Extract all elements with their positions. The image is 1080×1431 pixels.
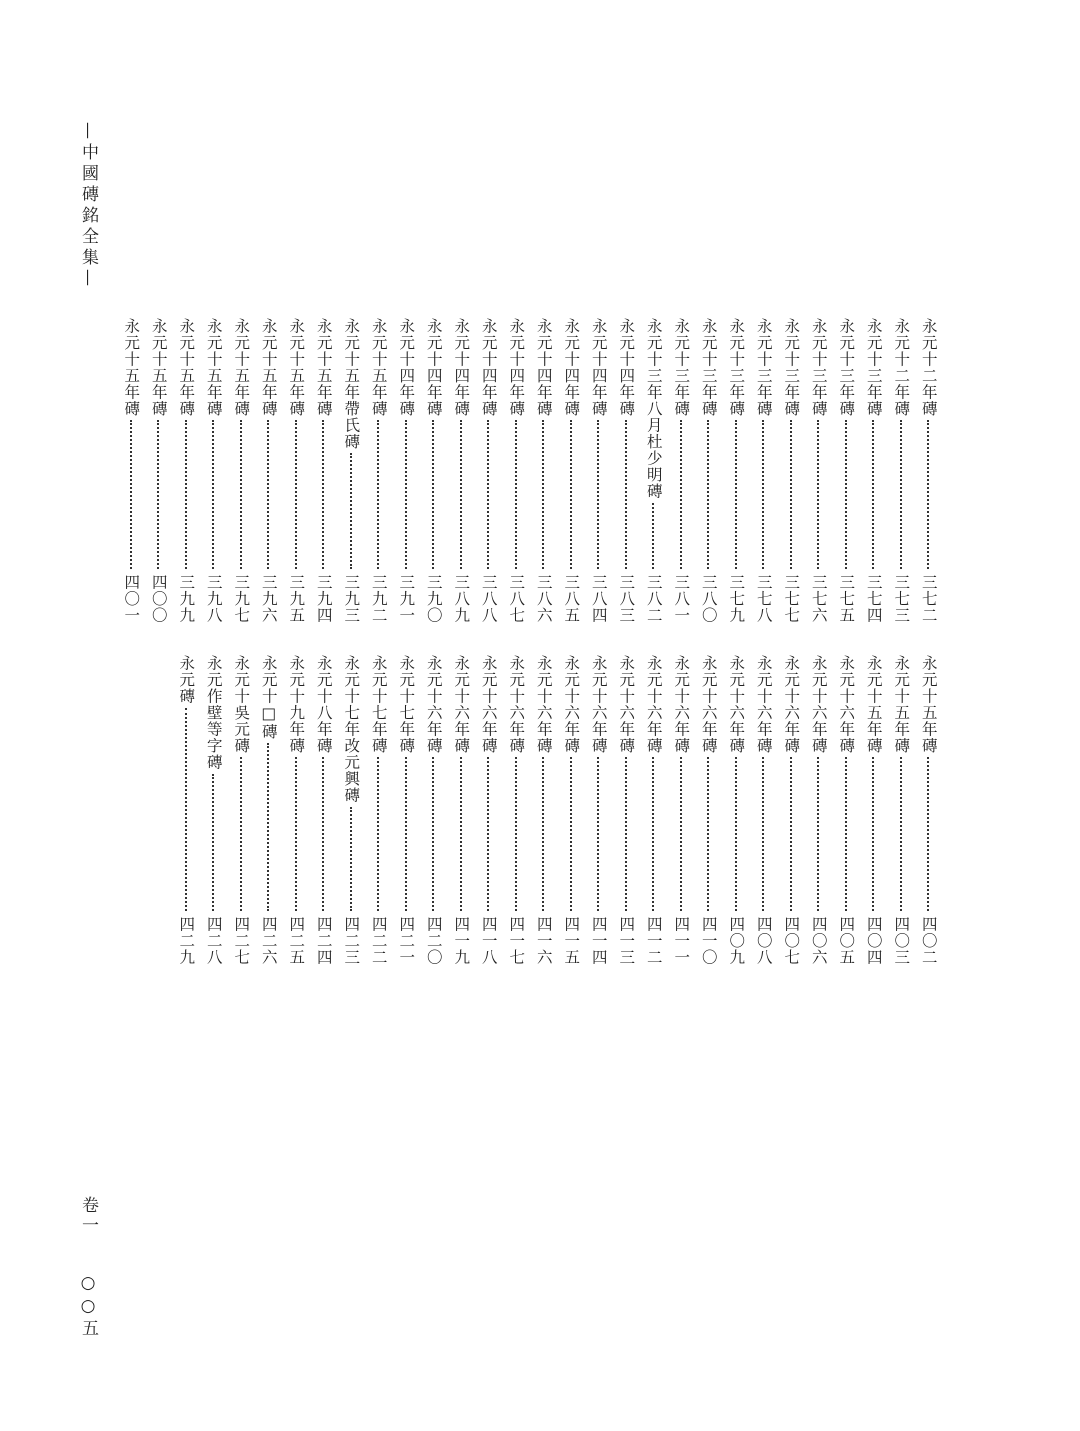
toc-entry-page: 三八四 xyxy=(589,573,608,623)
toc-entry-title: 永元十吳元磚 xyxy=(232,655,251,754)
leader-dots xyxy=(542,757,544,911)
toc-entry-title: 永元十五年磚 xyxy=(919,655,938,754)
toc-entry xyxy=(282,318,310,623)
page-number: ○○五 xyxy=(78,1272,98,1339)
toc-entry-title: 永元十□磚 xyxy=(259,655,278,740)
toc-entry xyxy=(640,655,668,965)
toc-entry-page: 四一〇 xyxy=(699,915,718,965)
toc-entry-title: 永元作壁等字磚 xyxy=(204,655,223,771)
toc-entry xyxy=(502,318,530,623)
toc-entry-page: 四一一 xyxy=(672,915,691,965)
toc-entry-title: 永元十二年磚 xyxy=(919,318,938,417)
toc-entry xyxy=(502,655,530,965)
toc-entry-title: 永元十四年磚 xyxy=(424,318,443,417)
toc-entry-page: 四二五 xyxy=(287,915,306,965)
toc-entry xyxy=(612,655,640,965)
toc-entry xyxy=(777,655,805,965)
toc-entry-title: 永元十七年磚 xyxy=(369,655,388,754)
toc-entry-page: 三七八 xyxy=(754,573,773,623)
toc-entry xyxy=(695,318,723,623)
leader-dots xyxy=(542,420,544,569)
toc-entry-title: 永元十五年磚 xyxy=(122,318,141,417)
toc-entry-title: 永元十六年磚 xyxy=(754,655,773,754)
toc-entry-page: 三九七 xyxy=(232,573,251,623)
toc-entry xyxy=(695,655,723,965)
toc-entry-page: 四一七 xyxy=(507,915,526,965)
toc-entry-page: 三八五 xyxy=(562,573,581,623)
toc-entry-title: 永元十五年磚 xyxy=(232,318,251,417)
toc-entry-page: 三九四 xyxy=(314,573,333,623)
toc-entry xyxy=(337,655,365,965)
toc-entry-page: 三八一 xyxy=(672,573,691,623)
toc-entry xyxy=(750,318,778,623)
toc-entry-title: 永元十六年磚 xyxy=(589,655,608,754)
toc-entry-title: 永元十四年磚 xyxy=(397,318,416,417)
toc-entry xyxy=(860,318,888,623)
leader-dots xyxy=(597,420,599,569)
toc-entry xyxy=(612,318,640,623)
leader-dots xyxy=(872,757,874,911)
leader-dots xyxy=(570,757,572,911)
leader-dots xyxy=(157,420,159,569)
toc-entry-page: 三七七 xyxy=(782,573,801,623)
toc-entry-page: 四二六 xyxy=(259,915,278,965)
toc-entry xyxy=(227,318,255,623)
leader-dots xyxy=(515,757,517,911)
toc-entry xyxy=(750,655,778,965)
toc-entry xyxy=(200,655,228,965)
leader-dots xyxy=(377,757,379,911)
toc-entry-page: 三九五 xyxy=(287,573,306,623)
leader-dots xyxy=(267,743,269,911)
toc-entry xyxy=(805,655,833,965)
toc-entry xyxy=(392,318,420,623)
toc-entry xyxy=(310,655,338,965)
toc-entry-title: 永元十六年磚 xyxy=(727,655,746,754)
leader-dots xyxy=(872,420,874,569)
toc-entry-title: 永元十五年磚 xyxy=(892,655,911,754)
toc-entry xyxy=(310,318,338,623)
toc-entry-title: 永元十五年磚 xyxy=(287,318,306,417)
toc-entry-title: 永元磚 xyxy=(177,655,196,705)
toc-entry xyxy=(227,655,255,965)
leader-dots xyxy=(432,757,434,911)
toc-entry-page: 三七三 xyxy=(892,573,911,623)
leader-dots xyxy=(460,757,462,911)
toc-entry-title: 永元十七年磚 xyxy=(397,655,416,754)
leader-dots xyxy=(652,503,654,569)
toc-entry-title: 永元十四年磚 xyxy=(562,318,581,417)
toc-entry-page: 三九八 xyxy=(204,573,223,623)
toc-entry-page: 三九三 xyxy=(342,573,361,623)
toc-entry-title: 永元十五年磚 xyxy=(314,318,333,417)
toc-entry xyxy=(365,655,393,965)
leader-dots xyxy=(185,708,187,911)
leader-dots xyxy=(515,420,517,569)
toc-entry-title: 永元十六年磚 xyxy=(424,655,443,754)
toc-entry xyxy=(860,655,888,965)
toc-entry-page: 四二一 xyxy=(397,915,416,965)
toc-entry-title: 永元十四年磚 xyxy=(479,318,498,417)
toc-entry-page: 三八二 xyxy=(644,573,663,623)
toc-entry-title: 永元十三年磚 xyxy=(837,318,856,417)
toc-entry-title: 永元十三年磚 xyxy=(782,318,801,417)
toc-entry-title: 永元十四年磚 xyxy=(534,318,553,417)
toc-entry xyxy=(392,655,420,965)
toc-entry-page: 三九〇 xyxy=(424,573,443,623)
toc-entry-page: 三八七 xyxy=(507,573,526,623)
toc-entry-page: 四一三 xyxy=(617,915,636,965)
toc-entry-title: 永元十三年八月杜少明磚 xyxy=(644,318,663,500)
toc-entry-title: 永元十五年帶氏磚 xyxy=(342,318,361,450)
leader-dots xyxy=(350,453,352,569)
leader-dots xyxy=(405,757,407,911)
toc-entry-title: 永元十四年磚 xyxy=(617,318,636,417)
leader-dots xyxy=(762,757,764,911)
toc-entry-title: 永元十六年磚 xyxy=(782,655,801,754)
toc-entry xyxy=(530,655,558,965)
toc-entry-title: 永元十五年磚 xyxy=(259,318,278,417)
leader-dots xyxy=(707,420,709,569)
toc-entry-title: 永元十三年磚 xyxy=(809,318,828,417)
toc-entry xyxy=(172,655,200,965)
toc-entry-title: 永元十六年磚 xyxy=(644,655,663,754)
toc-entry-page: 四〇七 xyxy=(782,915,801,965)
toc-entry-page: 三九一 xyxy=(397,573,416,623)
toc-entry-title: 永元十六年磚 xyxy=(534,655,553,754)
toc-entry-title: 永元十四年磚 xyxy=(589,318,608,417)
toc-entry-page: 四〇九 xyxy=(727,915,746,965)
toc-entry-page: 三八三 xyxy=(617,573,636,623)
leader-dots xyxy=(927,757,929,911)
toc-entry-page: 四〇六 xyxy=(809,915,828,965)
toc-entry-page: 四一五 xyxy=(562,915,581,965)
toc-entry xyxy=(475,318,503,623)
toc-entry-page: 三七二 xyxy=(919,573,938,623)
leader-dots xyxy=(790,420,792,569)
toc-entry-title: 永元十二年磚 xyxy=(892,318,911,417)
leader-dots xyxy=(680,757,682,911)
toc-entry xyxy=(585,318,613,623)
leader-dots xyxy=(405,420,407,569)
toc-entry xyxy=(447,318,475,623)
toc-entry-title: 永元十三年磚 xyxy=(864,318,883,417)
toc-entry-page: 四一八 xyxy=(479,915,498,965)
toc-entry-page: 三九六 xyxy=(259,573,278,623)
leader-dots xyxy=(295,420,297,569)
toc-entry-page: 三九九 xyxy=(177,573,196,623)
toc-entry-page: 四二七 xyxy=(232,915,251,965)
toc-entry xyxy=(805,318,833,623)
toc-entry-page: 四〇一 xyxy=(122,573,141,623)
leader-dots xyxy=(735,420,737,569)
leader-dots xyxy=(652,757,654,911)
toc-entry-page: 四二四 xyxy=(314,915,333,965)
toc-entry-title: 永元十六年磚 xyxy=(837,655,856,754)
leader-dots xyxy=(707,757,709,911)
toc-entry xyxy=(832,318,860,623)
toc-entry-page: 三七九 xyxy=(727,573,746,623)
toc-entry xyxy=(887,318,915,623)
toc-entry xyxy=(777,318,805,623)
leader-dots xyxy=(295,757,297,911)
toc-entry-title: 永元十五年磚 xyxy=(177,318,196,417)
toc-entry-title: 永元十六年磚 xyxy=(617,655,636,754)
toc-entry-page: 四〇三 xyxy=(892,915,911,965)
toc-entry-title: 永元十四年磚 xyxy=(507,318,526,417)
leader-dots xyxy=(570,420,572,569)
toc-entry-title: 永元十六年磚 xyxy=(479,655,498,754)
leader-dots xyxy=(487,420,489,569)
leader-dots xyxy=(322,757,324,911)
toc-entry xyxy=(585,655,613,965)
leader-dots xyxy=(790,757,792,911)
toc-entry xyxy=(722,655,750,965)
leader-dots xyxy=(680,420,682,569)
toc-entry xyxy=(667,655,695,965)
toc-entry-page: 四〇〇 xyxy=(149,573,168,623)
leader-dots xyxy=(185,420,187,569)
toc-entry-page: 三八〇 xyxy=(699,573,718,623)
toc-entry-title: 永元十三年磚 xyxy=(727,318,746,417)
leader-dots xyxy=(212,420,214,569)
toc-entry-title: 永元十六年磚 xyxy=(562,655,581,754)
toc-entry xyxy=(200,318,228,623)
leader-dots xyxy=(377,420,379,569)
toc-entry-title: 永元十六年磚 xyxy=(809,655,828,754)
toc-entry-page: 三八九 xyxy=(452,573,471,623)
toc-entry-page: 四二二 xyxy=(369,915,388,965)
leader-dots xyxy=(460,420,462,569)
toc-entry-title: 永元十三年磚 xyxy=(672,318,691,417)
toc-entry-title: 永元十三年磚 xyxy=(699,318,718,417)
toc-entry-page: 四二〇 xyxy=(424,915,443,965)
toc-entry-title: 永元十六年磚 xyxy=(507,655,526,754)
toc-entry-page: 四一九 xyxy=(452,915,471,965)
footer-gap xyxy=(78,1244,98,1264)
leader-dots xyxy=(817,420,819,569)
leader-dots xyxy=(817,757,819,911)
toc-entry-title: 永元十五年磚 xyxy=(204,318,223,417)
leader-dots xyxy=(240,757,242,911)
leader-dots xyxy=(212,774,214,911)
toc-entry-title: 永元十八年磚 xyxy=(314,655,333,754)
leader-dots xyxy=(900,420,902,569)
leader-dots xyxy=(762,420,764,569)
toc-entry-page: 三七四 xyxy=(864,573,883,623)
toc-entry xyxy=(722,318,750,623)
toc-entry xyxy=(667,318,695,623)
toc-entry xyxy=(915,655,943,965)
toc-entry-page: 四一四 xyxy=(589,915,608,965)
volume-label: 卷一 xyxy=(78,1196,98,1236)
toc-entry-title: 永元十三年磚 xyxy=(754,318,773,417)
leader-dots xyxy=(432,420,434,569)
toc-entry xyxy=(475,655,503,965)
leader-dots xyxy=(845,757,847,911)
toc-entry xyxy=(640,318,668,623)
toc-entry-title: 永元十四年磚 xyxy=(452,318,471,417)
toc-entry-title: 永元十七年改元興磚 xyxy=(342,655,361,804)
toc-entry-page: 三八六 xyxy=(534,573,553,623)
toc-entry-title: 永元十六年磚 xyxy=(672,655,691,754)
toc-entry-page: 四〇二 xyxy=(919,915,938,965)
toc-entry-title: 永元十五年磚 xyxy=(864,655,883,754)
toc-entry-title: 永元十九年磚 xyxy=(287,655,306,754)
toc-entry xyxy=(887,655,915,965)
toc-block-lower xyxy=(172,655,942,965)
toc-entry xyxy=(557,655,585,965)
toc-entry-page: 三七五 xyxy=(837,573,856,623)
leader-dots xyxy=(322,420,324,569)
running-head-book-title: —中國磚銘全集— xyxy=(78,122,98,290)
toc-entry xyxy=(557,318,585,623)
toc-entry-title: 永元十五年磚 xyxy=(369,318,388,417)
toc-entry xyxy=(255,655,283,965)
toc-entry xyxy=(915,318,943,623)
toc-entry-page: 四〇四 xyxy=(864,915,883,965)
leader-dots xyxy=(487,757,489,911)
leader-dots xyxy=(350,807,352,911)
leader-dots xyxy=(597,757,599,911)
toc-entry xyxy=(365,318,393,623)
toc-entry-page: 四一六 xyxy=(534,915,553,965)
toc-entry xyxy=(255,318,283,623)
leader-dots xyxy=(267,420,269,569)
toc-entry xyxy=(447,655,475,965)
leader-dots xyxy=(735,757,737,911)
toc-entry-title: 永元十六年磚 xyxy=(699,655,718,754)
toc-entry xyxy=(530,318,558,623)
leader-dots xyxy=(625,757,627,911)
toc-entry-page: 四〇八 xyxy=(754,915,773,965)
toc-entry-title: 永元十五年磚 xyxy=(149,318,168,417)
toc-entry-page: 四一二 xyxy=(644,915,663,965)
toc-entry-page: 四二九 xyxy=(177,915,196,965)
leader-dots xyxy=(845,420,847,569)
toc-entry xyxy=(337,318,365,623)
toc-entry xyxy=(420,655,448,965)
toc-entry xyxy=(145,318,173,623)
toc-entry xyxy=(172,318,200,623)
leader-dots xyxy=(130,420,132,569)
leader-dots xyxy=(625,420,627,569)
leader-dots xyxy=(900,757,902,911)
toc-entry-page: 四二三 xyxy=(342,915,361,965)
toc-entry-page: 三七六 xyxy=(809,573,828,623)
toc-entry-page: 三九二 xyxy=(369,573,388,623)
toc-entry-page: 三八八 xyxy=(479,573,498,623)
toc-entry xyxy=(832,655,860,965)
toc-entry-page: 四〇五 xyxy=(837,915,856,965)
toc-block-upper xyxy=(117,318,942,623)
toc-entry xyxy=(282,655,310,965)
page-footer xyxy=(76,1196,100,1339)
toc-entry xyxy=(117,318,145,623)
toc-entry-page: 四二八 xyxy=(204,915,223,965)
leader-dots xyxy=(240,420,242,569)
leader-dots xyxy=(927,420,929,569)
toc-entry xyxy=(420,318,448,623)
toc-entry-title: 永元十六年磚 xyxy=(452,655,471,754)
